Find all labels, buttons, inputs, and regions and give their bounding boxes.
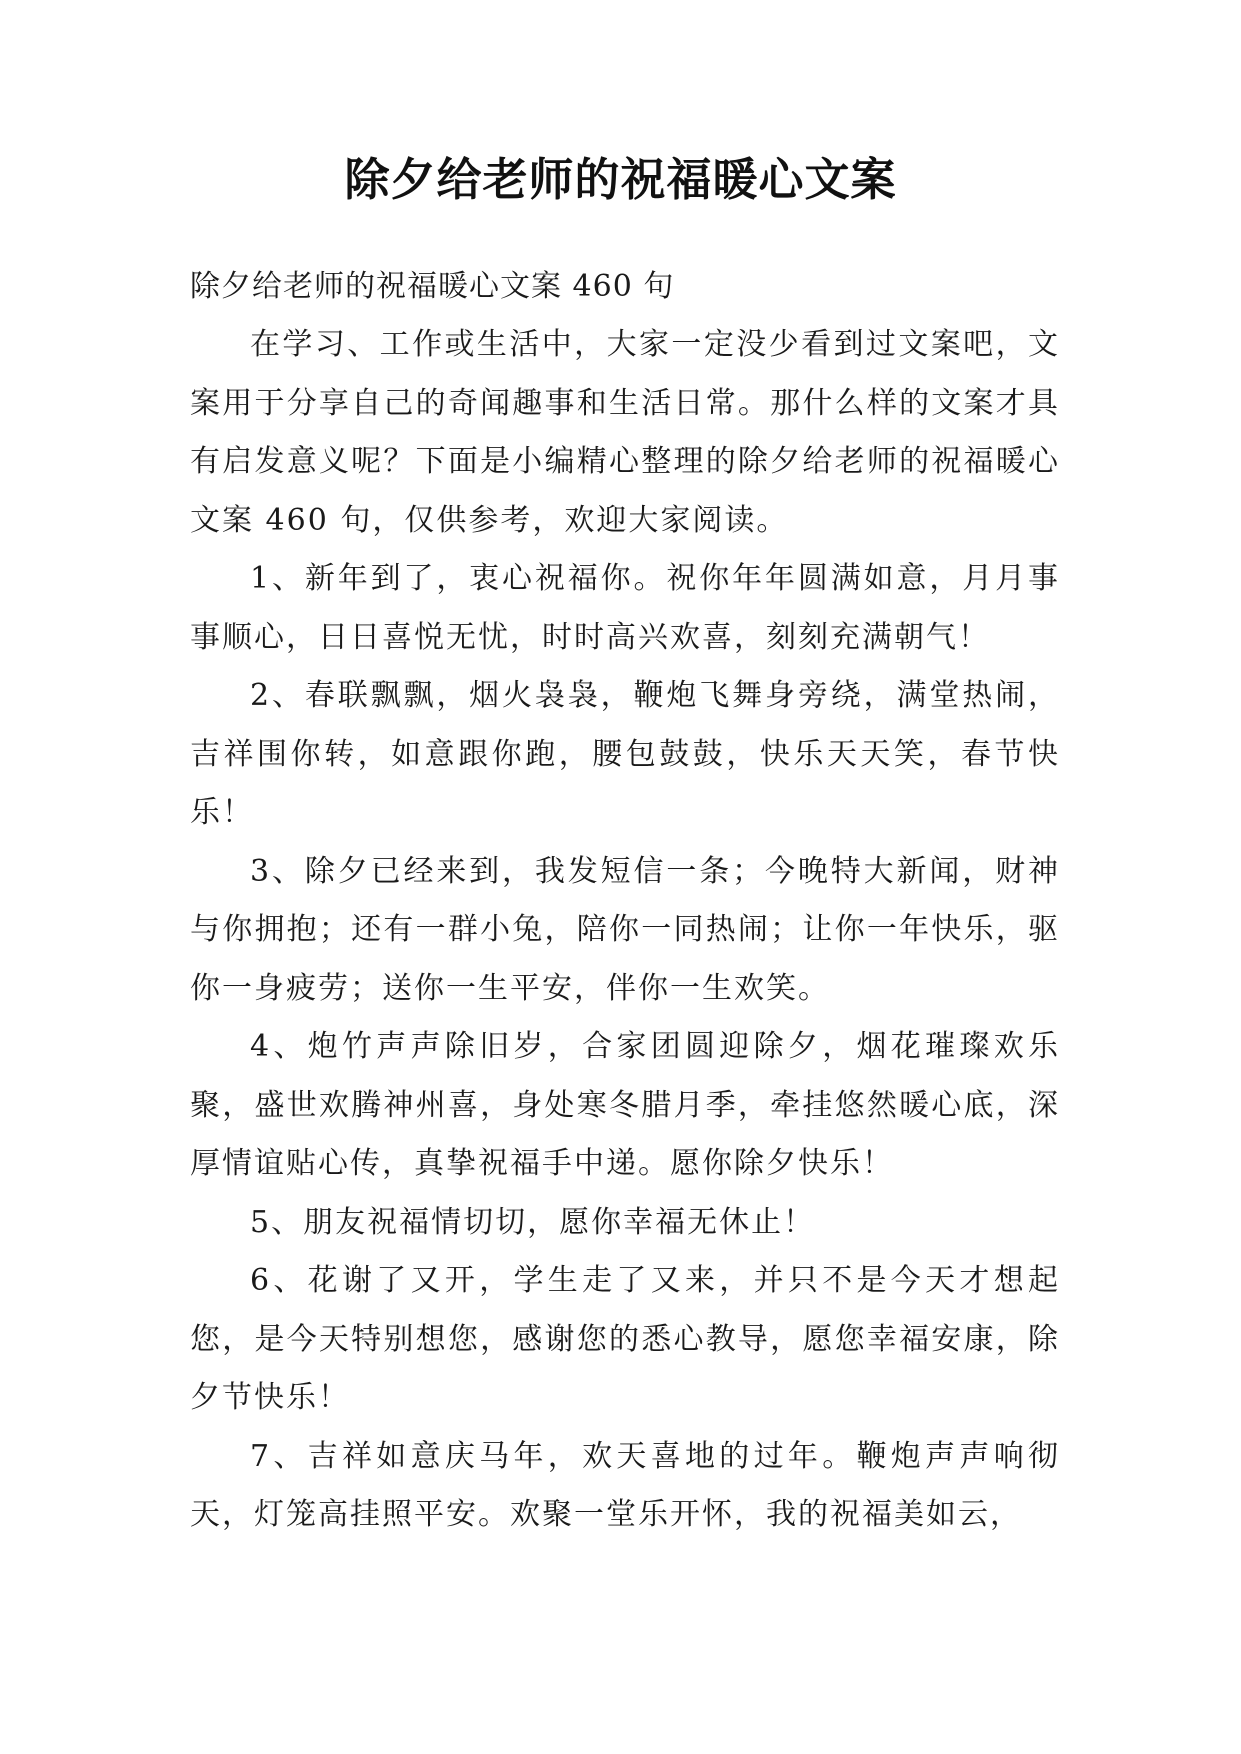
document-title: 除夕给老师的祝福暖心文案 [344,153,897,206]
paragraph-intro: 在学习、工作或生活中，大家一定没少看到过文案吧，文案用于分享自己的奇闻趣事和生活日常。那什么样的文案才具有启发意义呢？下面是小编精心整理的除夕给老师的祝福暖心文案 460 句，仅供参考，欢迎大家阅读。 [190,327,1060,538]
paragraph-item-1: 1、新年到了，衷心祝福你。祝你年年圆满如意，月月事事顺心，日日喜悦无忧，时时高兴欢喜，刻刻充满朝气！ [190,561,1060,655]
paragraph-item-3: 3、除夕已经来到，我发短信一条；今晚特大新闻，财神与你拥抱；还有一群小兔，陪你一同热闹；让你一年快乐，驱你一身疲劳；送你一生平安，伴你一生欢笑。 [190,853,1060,1006]
paragraph-item-6: 6、花谢了又开，学生走了又来，并只不是今天才想起您，是今天特别想您，感谢您的悉心教导，愿您幸福安康，除夕节快乐！ [190,1263,1060,1415]
paragraph-item-4: 4、炮竹声声除旧岁，合家团圆迎除夕，烟花璀璨欢乐聚，盛世欢腾神州喜，身处寒冬腊月季，牵挂悠然暖心底，深厚情谊贴心传，真挚祝福手中递。愿你除夕快乐！ [190,1029,1060,1181]
paragraph-item-7: 7、吉祥如意庆马年，欢天喜地的过年。鞭炮声声响彻天，灯笼高挂照平安。欢聚一堂乐开怀，我的祝福美如云， [190,1438,1060,1532]
document-subtitle: 除夕给老师的祝福暖心文案 460 句 [190,269,675,304]
paragraph-item-5: 5、朋友祝福情切切，愿你幸福无休止！ [250,1204,816,1240]
paragraph-item-2: 2、春联飘飘，烟火袅袅，鞭炮飞舞身旁绕，满堂热闹，吉祥围你转，如意跟你跑，腰包鼓鼓，快乐天天笑，春节快乐！ [190,678,1060,830]
document-body [190,258,1060,1545]
